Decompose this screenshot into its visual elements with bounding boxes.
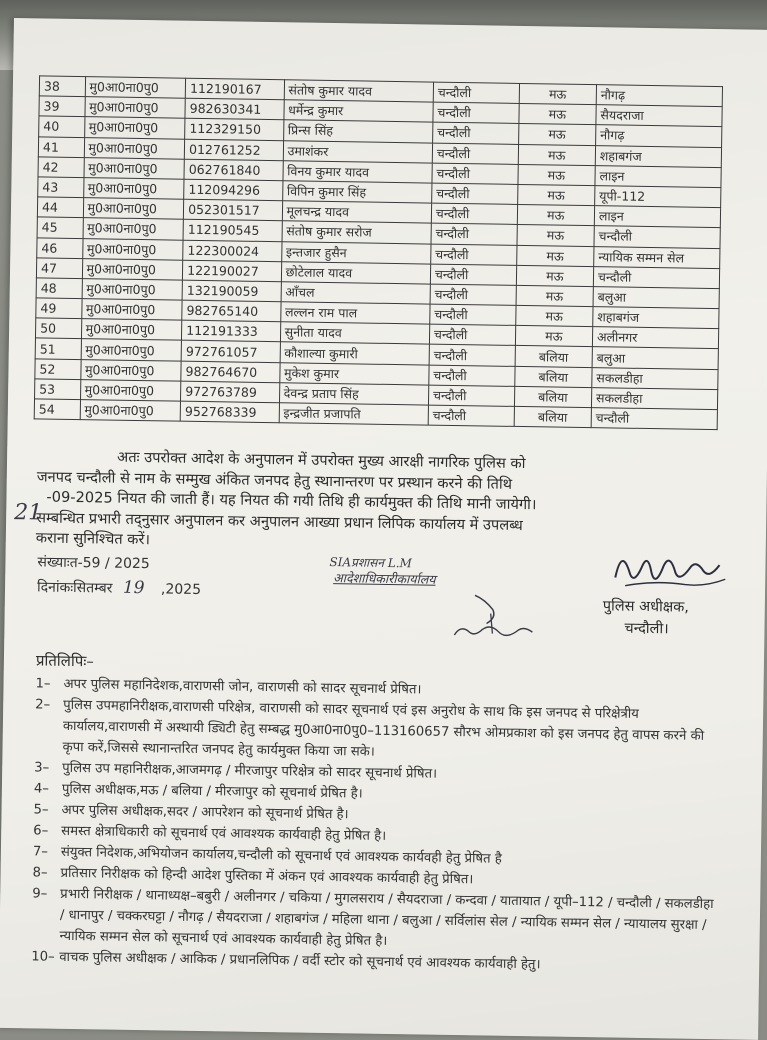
- cell-rank: मु0आ0ना0पु0: [81, 339, 182, 361]
- cell-pno: 112191333: [182, 320, 281, 342]
- cell-from: चन्दौली: [429, 365, 515, 387]
- copy-item-text: संयुक्त निदेशक,अभियोजन कार्यालय,चन्दौली को सूचनार्थ एवं आवश्यक कार्यवही हेतु प्रेषित है: [60, 844, 502, 867]
- cell-name: छोटेलाल यादव: [281, 261, 431, 284]
- cell-from: चन्दौली: [433, 102, 519, 124]
- cell-post: चन्दौली: [591, 408, 717, 430]
- roster-table: [34, 75, 723, 430]
- copy-item-text: पुलिस अधीक्षक,मऊ / बलिया / मीरजापुर को सूचनार्थ प्रेषित है।: [61, 781, 363, 802]
- cell-post: न्यायिक सम्मन सेल: [594, 246, 720, 268]
- order-line: सम्बन्धित प्रभारी तद्नुसार अनुपालन कर अनुपालन आख्या प्रधान लिपिक कार्यालय में उपलब्ध: [36, 508, 523, 534]
- order-number: संख्याःत-59 / 2025: [37, 554, 150, 573]
- cell-sn: 44: [37, 197, 83, 218]
- cell-pno: 982630341: [185, 98, 284, 120]
- cell-pno: 952768339: [180, 401, 279, 423]
- cell-post: चन्दौली: [593, 266, 719, 288]
- cell-from: चन्दौली: [433, 82, 519, 104]
- cell-sn: 41: [38, 136, 84, 157]
- cell-post: लाइन: [595, 165, 721, 187]
- cell-rank: मु0आ0ना0पु0: [81, 319, 182, 341]
- cell-name: संतोष कुमार यादव: [284, 80, 434, 103]
- copy-item-text: प्रतिसार निरीक्षक को हिन्दी आदेश पुस्तिका में अंकन एवं आवश्यक कार्यवाही हेतु प्रेषित।: [60, 865, 474, 888]
- cell-sn: 50: [35, 318, 81, 339]
- cell-name: मुकेश कुमार: [279, 362, 429, 385]
- cell-sn: 49: [36, 298, 82, 319]
- cell-rank: मु0आ0ना0पु0: [85, 77, 186, 99]
- cell-pno: 062761840: [184, 159, 283, 181]
- signatory-designation: पुलिस अधीक्षक,: [602, 598, 690, 616]
- cell-sn: 53: [35, 379, 81, 400]
- cell-to: मऊ: [518, 144, 596, 165]
- order-line: कराना सुनिश्चित करें।: [35, 529, 151, 549]
- order-line: अतः उपरोक्त आदेश के अनुपालन में उपरोक्त मुख्य आरक्षी नागरिक पुलिस को: [116, 448, 526, 473]
- cell-rank: मु0आ0ना0पु0: [82, 278, 183, 300]
- document-page: [0, 18, 767, 1040]
- cell-from: चन्दौली: [431, 223, 517, 245]
- cell-rank: मु0आ0ना0पु0: [80, 379, 181, 401]
- cell-name: इन्तजार हुसैन: [281, 241, 431, 264]
- cell-from: चन्दौली: [430, 284, 516, 306]
- cell-to: बलिया: [514, 406, 592, 427]
- cell-from: चन्दौली: [429, 324, 515, 346]
- cell-sn: 39: [39, 96, 85, 117]
- roster-body: [34, 76, 722, 430]
- order-line-text: -09-2025 नियत की जाती हैं। यह नियत की गयी तिथि ही कार्यमुक्त की तिथि मानी जायेगी।: [46, 488, 537, 514]
- copy-item-number: 1–: [35, 676, 51, 692]
- cell-post: चन्दौली: [594, 226, 720, 248]
- cell-to: मऊ: [517, 205, 595, 226]
- cell-post: यूपी-112: [595, 186, 721, 208]
- cell-from: चन्दौली: [432, 143, 518, 165]
- cell-from: चन्दौली: [428, 405, 514, 427]
- cell-from: चन्दौली: [432, 122, 518, 144]
- cell-rank: मु0आ0ना0पु0: [80, 359, 181, 381]
- cell-rank: मु0आ0ना0पु0: [84, 137, 185, 159]
- cell-post: सकलडीहा: [591, 387, 717, 409]
- cell-sn: 54: [34, 399, 80, 420]
- cell-rank: मु0आ0ना0पु0: [84, 97, 185, 119]
- cell-pno: 132190059: [182, 280, 281, 302]
- cell-post: सकलडीहा: [592, 367, 718, 389]
- cell-sn: 45: [37, 217, 83, 238]
- copy-list: [31, 673, 726, 978]
- cell-rank: मु0आ0ना0पु0: [81, 299, 182, 321]
- cell-name: देवन्द्र प्रताप सिंह: [279, 383, 429, 406]
- copy-item-number: 5–: [33, 802, 49, 818]
- cell-from: चन्दौली: [430, 304, 516, 326]
- cell-post: सैयदराजा: [596, 105, 722, 127]
- cell-from: चन्दौली: [429, 345, 515, 367]
- copy-item-number: 4–: [33, 781, 49, 797]
- cell-to: मऊ: [515, 326, 593, 347]
- cell-name: मूलचन्द्र यादव: [282, 201, 432, 224]
- cell-pno: 052301517: [183, 199, 282, 221]
- cell-rank: मु0आ0ना0पु0: [84, 157, 185, 179]
- cell-pno: 012761252: [184, 139, 283, 161]
- cell-rank: मु0आ0ना0पु0: [83, 218, 184, 240]
- copy-item: [31, 883, 722, 957]
- cell-sn: 42: [38, 157, 84, 178]
- copy-item-number: 9–: [32, 886, 48, 902]
- cell-name: उमाशंकर: [283, 140, 433, 163]
- signatory-district: चन्दौली।: [624, 620, 669, 638]
- copy-item-number: 10–: [31, 949, 55, 965]
- cell-from: चन्दौली: [428, 385, 514, 407]
- cell-sn: 46: [37, 237, 83, 258]
- cell-to: मऊ: [516, 265, 594, 286]
- cell-to: मऊ: [518, 164, 596, 185]
- order-line: जनपद चन्दौली से नाम के सम्मुख अंकित जनपद हेतु स्थानान्तरण पर प्रस्थान करने की तिथि: [36, 467, 513, 493]
- cell-pno: 972763789: [181, 381, 280, 403]
- cell-to: मऊ: [517, 225, 595, 246]
- cell-sn: 52: [35, 358, 81, 379]
- cell-post: नौगढ़: [596, 85, 722, 107]
- cell-to: बलिया: [514, 386, 592, 407]
- copy-item: [34, 694, 725, 768]
- cell-name: लल्लन राम पाल: [280, 302, 430, 325]
- cell-name: कौशाल्या कुमारी: [280, 342, 430, 365]
- transfer-table: [34, 75, 723, 430]
- cell-name: संतोष कुमार सरोज: [282, 221, 432, 244]
- cell-sn: 40: [39, 116, 85, 137]
- order-date-label: दिनांकःसितम्बर: [36, 579, 113, 597]
- copy-item-text: अपर पुलिस महानिदेशक,वाराणसी जोन, वाराणसी को सादर सूचनार्थ प्रेषित।: [63, 676, 422, 698]
- cell-post: अलीनगर: [592, 327, 718, 349]
- copy-item-number: 3–: [34, 760, 50, 776]
- cell-name: प्रिन्स सिंह: [283, 120, 433, 143]
- cell-from: चन्दौली: [431, 203, 517, 225]
- cell-name: विपिन कुमार सिंह: [282, 181, 432, 204]
- cell-from: चन्दौली: [430, 264, 516, 286]
- order-date-year: ,2025: [160, 581, 202, 599]
- cell-rank: मु0आ0ना0पु0: [84, 117, 185, 139]
- cell-sn: 48: [36, 278, 82, 299]
- cell-pno: 122190027: [183, 260, 282, 282]
- copy-item-number: 7–: [32, 844, 49, 860]
- handwritten-note: SIAप्रशासन L.M: [329, 555, 412, 571]
- copy-item-text: पुलिस उपमहानिरीक्षक,वाराणसी परिक्षेत्र, वाराणसी को सादर सूचनार्थ एवं इस अनुरोध के साथ कि इस जनपद से परिक्षेत्रीय कार्यालय,वाराणसी में अस्थायी ड्यिटी हेतु सम्बद्ध मु0आ0ना0पु0–113160657 सौरभ ओमप्रकाश को इस जनपद हेतु वापस करने की कृपा करें,जिससे स्थानान्तरित जनपद हेतु कार्यमुक्त किया जा सके।: [62, 697, 705, 760]
- cell-to: मऊ: [516, 285, 594, 306]
- cell-to: मऊ: [517, 184, 595, 205]
- cell-name: सुनीता यादव: [280, 322, 430, 345]
- cell-to: मऊ: [519, 83, 597, 104]
- cell-post: लाइन: [594, 206, 720, 228]
- cell-pno: 972761057: [181, 341, 280, 363]
- copy-item-text: समस्त क्षेत्राधिकारी को सूचनार्थ एवं आवश्यक कार्यवाही हेतु प्रेषित है।: [61, 823, 387, 844]
- cell-from: चन्दौली: [432, 163, 518, 185]
- cell-sn: 47: [36, 258, 82, 279]
- copy-item-text: पुलिस उप महानिरीक्षक,आजमगढ़ / मीरजापुर परिक्षेत्र को सादर सूचनार्थ प्रेषित।: [62, 760, 438, 782]
- cell-to: मऊ: [518, 124, 596, 145]
- cell-to: बलिया: [514, 366, 592, 387]
- cell-sn: 51: [35, 338, 81, 359]
- copy-item-number: 2–: [35, 697, 51, 713]
- cell-pno: 112094296: [184, 179, 283, 201]
- copy-item-text: प्रभारी निरीक्षक / थानाध्यक्ष–बबुरी / अलीनगर / चकिया / मुगलसराय / सैयदराजा / कन्दवा / यातायात / यूपी–112 / चन्दौली / सकलडीहा / धानापुर / चक्करघट्टा / नौगढ़ / सैयदराजा / शहाबगंज / महिला थाना / बलुआ / सर्विलांस सेल / न्यायिक सम्मन सेल / न्यायालय सुरक्षा / न्यायिक सम्मन सेल को सूचनार्थ एवं आवश्यक कार्यवाही हेतु प्रेषित है।: [59, 886, 714, 949]
- order-date: [37, 576, 201, 599]
- cell-pno: 112190545: [183, 219, 282, 241]
- cell-to: मऊ: [515, 305, 593, 326]
- signatory-block: [602, 595, 689, 640]
- cell-post: नौगढ़: [596, 125, 722, 147]
- cell-post: शहाबगंज: [595, 145, 721, 167]
- copy-item-text: अपर पुलिस अधीक्षक,सदर / आपरेशन को सूचनार्थ प्रेषित है।: [61, 802, 349, 823]
- cell-post: बलुआ: [592, 347, 718, 369]
- cell-rank: मु0आ0ना0पु0: [80, 400, 181, 422]
- cell-name: विनय कुमार यादव: [283, 160, 433, 183]
- cell-sn: 38: [39, 76, 85, 97]
- cell-pno: 982764670: [181, 361, 280, 383]
- cell-rank: मु0आ0ना0पु0: [83, 198, 184, 220]
- cell-name: आँचल: [281, 282, 431, 305]
- initials-mark: [444, 585, 565, 657]
- cell-to: बलिया: [515, 346, 593, 367]
- copy-heading: प्रतिलिपिः–: [35, 651, 95, 671]
- cell-post: शहाबगंज: [593, 307, 719, 329]
- cell-pno: 112329150: [185, 119, 284, 141]
- cell-pno: 122300024: [183, 240, 282, 262]
- cell-rank: मु0आ0ना0पु0: [83, 178, 184, 200]
- cell-pno: 112190167: [185, 78, 284, 100]
- cell-rank: मु0आ0ना0पु0: [82, 258, 183, 280]
- cell-to: मऊ: [519, 104, 597, 125]
- cell-from: चन्दौली: [432, 183, 518, 205]
- order-date-day: 19: [122, 577, 145, 599]
- cell-rank: मु0आ0ना0पु0: [82, 238, 183, 260]
- copy-item-number: 8–: [32, 865, 48, 881]
- cell-name: इन्द्रजीत प्रजापति: [279, 403, 429, 426]
- copy-item-text: वाचक पुलिस अधीक्षक / आकिक / प्रधानलिपिक / वर्दी स्टोर को सूचनार्थ एवं आवश्यक कार्यवाही हेतु।: [59, 949, 541, 973]
- copy-item-number: 6–: [33, 823, 49, 839]
- cell-post: बलुआ: [593, 287, 719, 309]
- cell-pno: 982765140: [182, 300, 281, 322]
- cell-to: मऊ: [516, 245, 594, 266]
- handwritten-note: आदेशाधिकारीकार्यालय: [333, 570, 436, 587]
- cell-sn: 43: [38, 177, 84, 198]
- cell-from: चन्दौली: [431, 244, 517, 266]
- handwritten-date: 21: [14, 500, 43, 526]
- cell-name: धर्मेन्द्र कुमार: [284, 100, 434, 123]
